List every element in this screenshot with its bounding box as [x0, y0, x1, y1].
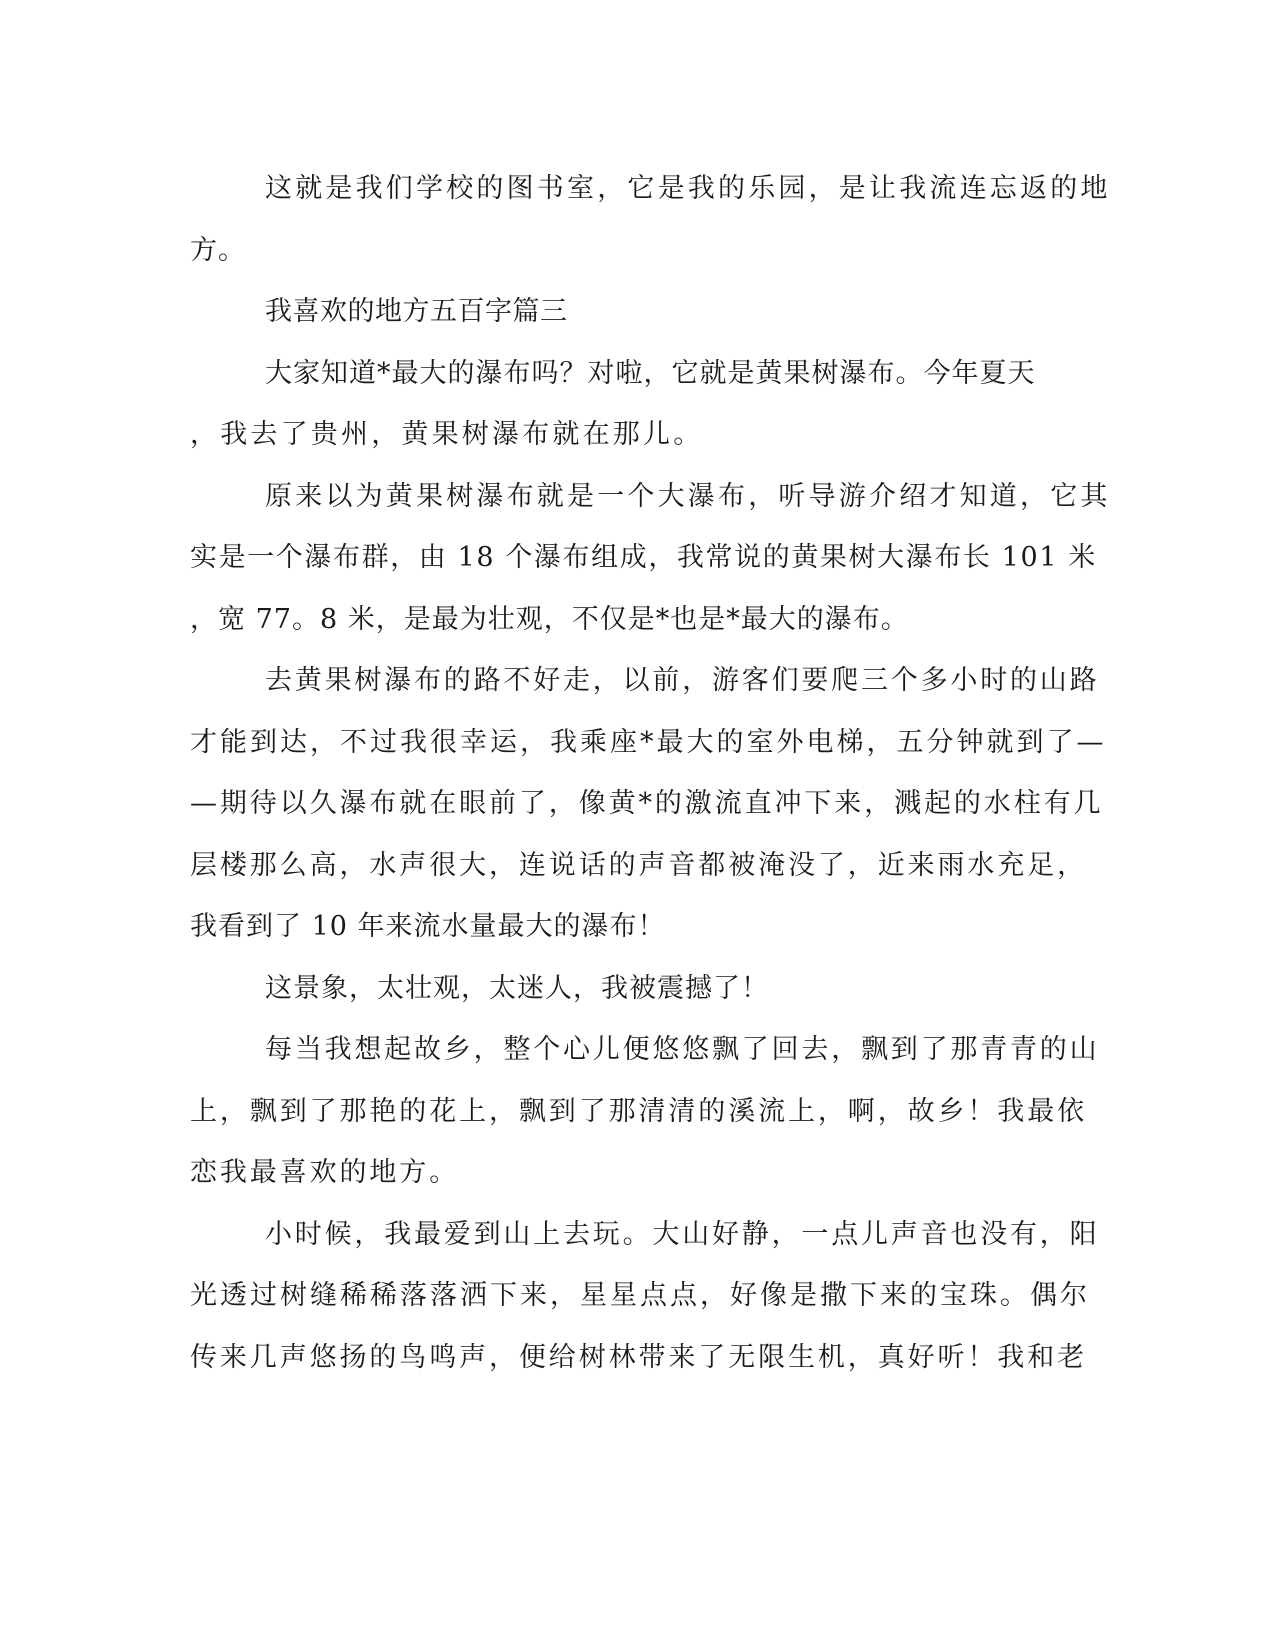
text-line: 这就是我们学校的图书室，它是我的乐园，是让我流连忘返的地 [265, 173, 1111, 204]
text-line: 这景象，太壮观，太迷人，我被震撼了！ [265, 972, 769, 1004]
text-line: —期待以久瀑布就在眼前了，像黄*的激流直冲下来，溅起的水柱有几 [190, 788, 1104, 819]
text-line: 实是一个瀑布群，由 18 个瀑布组成，我常说的黄果树大瀑布长 101 米 [190, 542, 1097, 573]
text-line: ，宽 77。8 米，是最为壮观，不仅是*也是*最大的瀑布。 [190, 603, 909, 635]
text-line: 光透过树缝稀稀落落洒下来，星星点点，好像是撒下来的宝珠。偶尔 [190, 1280, 1090, 1311]
text-line: 才能到达，不过我很幸运，我乘座*最大的室外电梯，五分钟就到了— [190, 726, 1107, 758]
text-line: 原来以为黄果树瀑布就是一个大瀑布，听导游介绍才知道，它其 [265, 480, 1111, 512]
text-line: 小时候，我最爱到山上去玩。大山好静，一点儿声音也没有，阳 [265, 1218, 1100, 1250]
text-line: 大家知道*最大的瀑布吗？对啦，它就是黄果树瀑布。今年夏天 [265, 357, 1036, 389]
text-line: 去黄果树瀑布的路不好走，以前，游客们要爬三个多小时的山路 [265, 665, 1100, 696]
text-line: 每当我想起故乡，整个心儿便悠悠飘了回去，飘到了那青青的山 [265, 1034, 1100, 1065]
text-line: 方。 [190, 234, 246, 266]
text-line: ，我去了贵州，黄果树瀑布就在那儿。 [190, 419, 704, 450]
section-heading: 我喜欢的地方五百字篇三 [265, 296, 568, 327]
text-line: 上，飘到了那艳的花上，飘到了那清清的溪流上，啊，故乡！我最依 [190, 1095, 1087, 1127]
text-line: 我看到了 10 年来流水量最大的瀑布！ [190, 911, 666, 942]
document-body [190, 158, 1111, 1388]
text-line: 层楼那么高，水声很大，连说话的声音都被淹没了，近来雨水充足， [190, 849, 1087, 881]
text-line: 传来几声悠扬的鸟鸣声，便给树林带来了无限生机，真好听！我和老 [190, 1341, 1087, 1373]
text-line: 恋我最喜欢的地方。 [190, 1157, 460, 1188]
